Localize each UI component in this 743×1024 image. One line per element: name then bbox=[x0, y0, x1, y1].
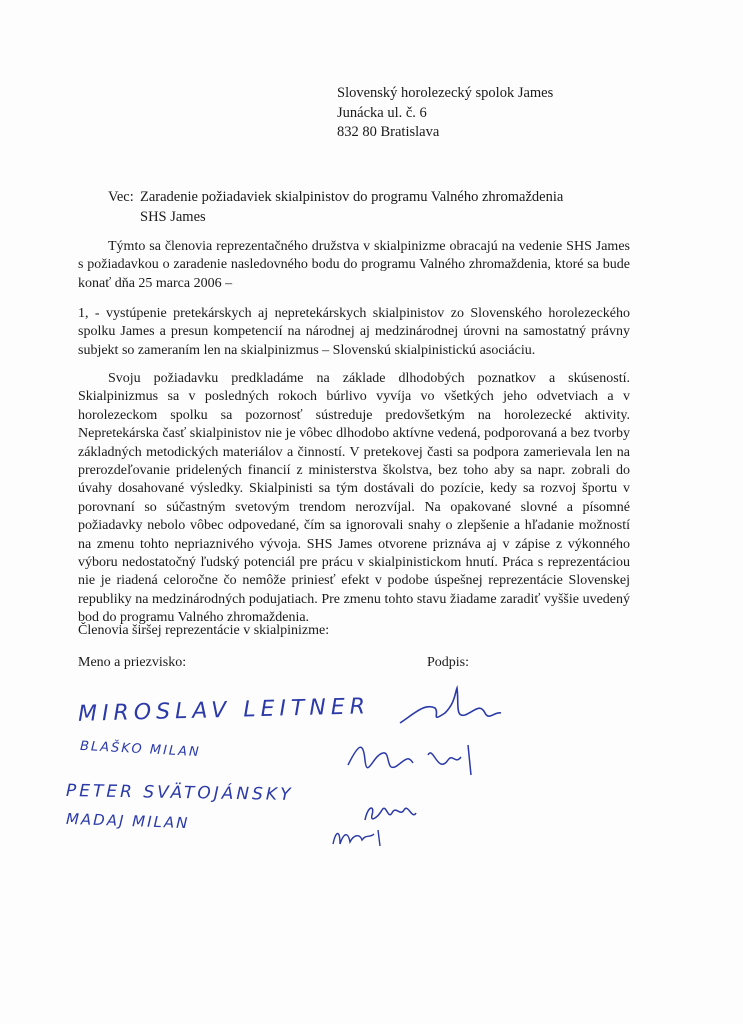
handwritten-name-4: MADAJ MILAN bbox=[65, 809, 190, 833]
intro-paragraph: Týmto sa členovia reprezentačného družstva v skialpinizme obracajú na vedenie SHS James s požiadavkou o zaradenie nasledovného bodu do programu Valného zhromaždenia, ktoré sa bude konať dňa 25 marca 2006 – bbox=[78, 239, 630, 291]
members-label: Členovia širšej reprezentácie v skialpinizme: bbox=[78, 623, 330, 638]
signature-2 bbox=[343, 735, 483, 785]
signature-column-label: Podpis: bbox=[427, 655, 470, 670]
signature-1 bbox=[395, 683, 505, 733]
signature-4 bbox=[328, 822, 388, 852]
recipient-address bbox=[337, 84, 553, 143]
address-line-2: Junácka ul. č. 6 bbox=[337, 104, 427, 121]
subject-line-1: Zaradenie požiadaviek skialpinistov do programu Valného zhromaždenia bbox=[140, 189, 564, 205]
subject-label: Vec: bbox=[108, 189, 134, 205]
name-column-label: Meno a priezvisko: bbox=[78, 655, 187, 670]
subject-line-2: SHS James bbox=[140, 208, 206, 225]
subject-block bbox=[108, 188, 563, 227]
agenda-item-paragraph: 1, - vystúpenie pretekárskych aj nepretekárskych skialpinistov zo Slovenského horolezeckého spolku James a presun kompetencií na národnej aj medzinárodnej úrovni na samostatný právny subjekt so zameraním len na skialpinizmus – Slovenskú skialpinistickú asociáciu. bbox=[78, 306, 630, 358]
address-line-3: 832 80 Bratislava bbox=[337, 124, 440, 140]
justification-paragraph: Svoju požiadavku predkladáme na základe dlhodobých poznatkov a skúseností. Skialpinizmus sa v posledných rokoch búrlivo vyvíja vo všetkých jeho odvetviach a v horolezeckom spolku sa pozornosť sústreduje predovšetkým na horolezecké aktivity. Nepretekárska časť skialpinistov nie je vôbec dlhodobo aktívne vedená, podporovaná a bez tvorby základných metodických materiálov a činností. V pretekovej časti sa podpora zamerievala len na prerozdeľovanie pridelených financií z ministerstva školstva, bez toho aby sa napr. zobrali do úvahy dosahované výsledky. Skialpinisti sa tým dostávali do pozície, kedy sa rozvoj športu v porovnaní so súčastným svetovým trendom nerozvíjal. Na opakované slovné a písomné požiadavky nebolo vôbec odpovedané, čím sa ignorovali snahy o zlepšenie a hľadanie možností na zmenu tohto nepriaznivého vývoja. SHS James otvorene priznáva aj v zápise z výkonného výboru nedostatočný ľudský potenciál pre prácu v skialpinistickom hnutí. Práca s reprezentáciou nie je riadená celoročne čo nemôže priniesť efekt v podobe úspešnej reprezentácie Slovenskej republiky na medzinárodných podujatiach. Pre zmenu tohto stavu žiadame zaradiť vyššie uvedený bod do programu Valného zhromaždenia. bbox=[78, 371, 630, 626]
handwritten-name-1: MIROSLAV LEITNER bbox=[77, 694, 371, 727]
handwritten-name-3: PETER SVÄTOJÁNSKY bbox=[65, 781, 294, 805]
address-line-1: Slovenský horolezecký spolok James bbox=[337, 85, 554, 101]
handwritten-name-2: BLAŠKO MILAN bbox=[79, 738, 202, 761]
